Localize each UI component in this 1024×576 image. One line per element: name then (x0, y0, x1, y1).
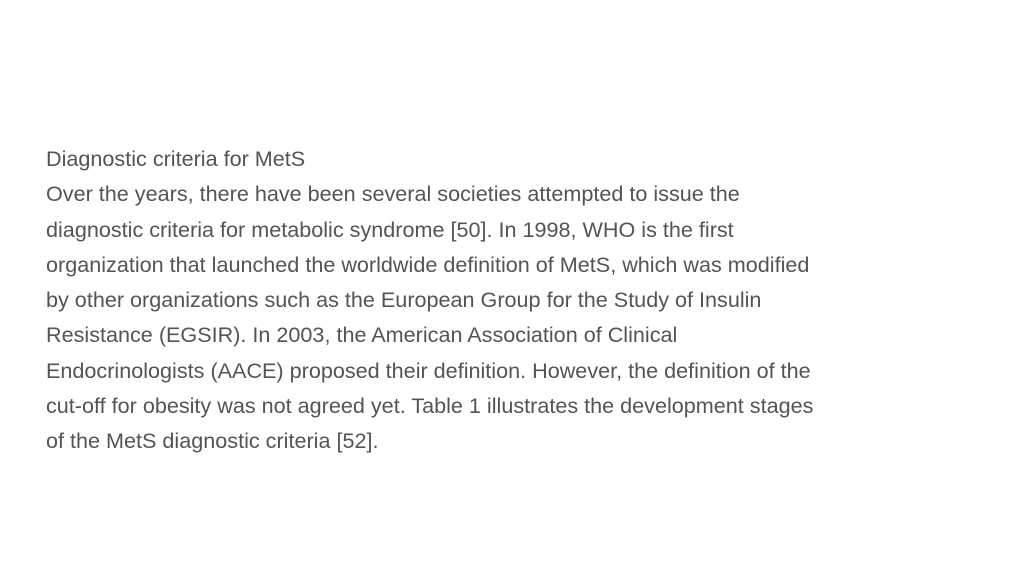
paragraph-line: organization that launched the worldwide definition of MetS, which was modified (46, 251, 810, 277)
paragraph-line: by other organizations such as the European Group for the Study of Insulin (46, 287, 762, 313)
paragraph-line: Over the years, there have been several societies attempted to issue the (46, 181, 740, 207)
paragraph-line: Resistance (EGSIR). In 2003, the American Association of Clinical (46, 322, 678, 348)
section-heading: Diagnostic criteria for MetS (46, 146, 306, 171)
paragraph-line: cut-off for obesity was not agreed yet. Table 1 illustrates the development stages (46, 393, 814, 419)
paragraph-line: Endocrinologists (AACE) proposed their definition. However, the definition of the (46, 357, 811, 383)
paragraph-line: of the MetS diagnostic criteria [52]. (46, 428, 379, 454)
paragraph-line: diagnostic criteria for metabolic syndrome [50]. In 1998, WHO is the first (46, 216, 734, 242)
body-text-block (46, 141, 986, 459)
